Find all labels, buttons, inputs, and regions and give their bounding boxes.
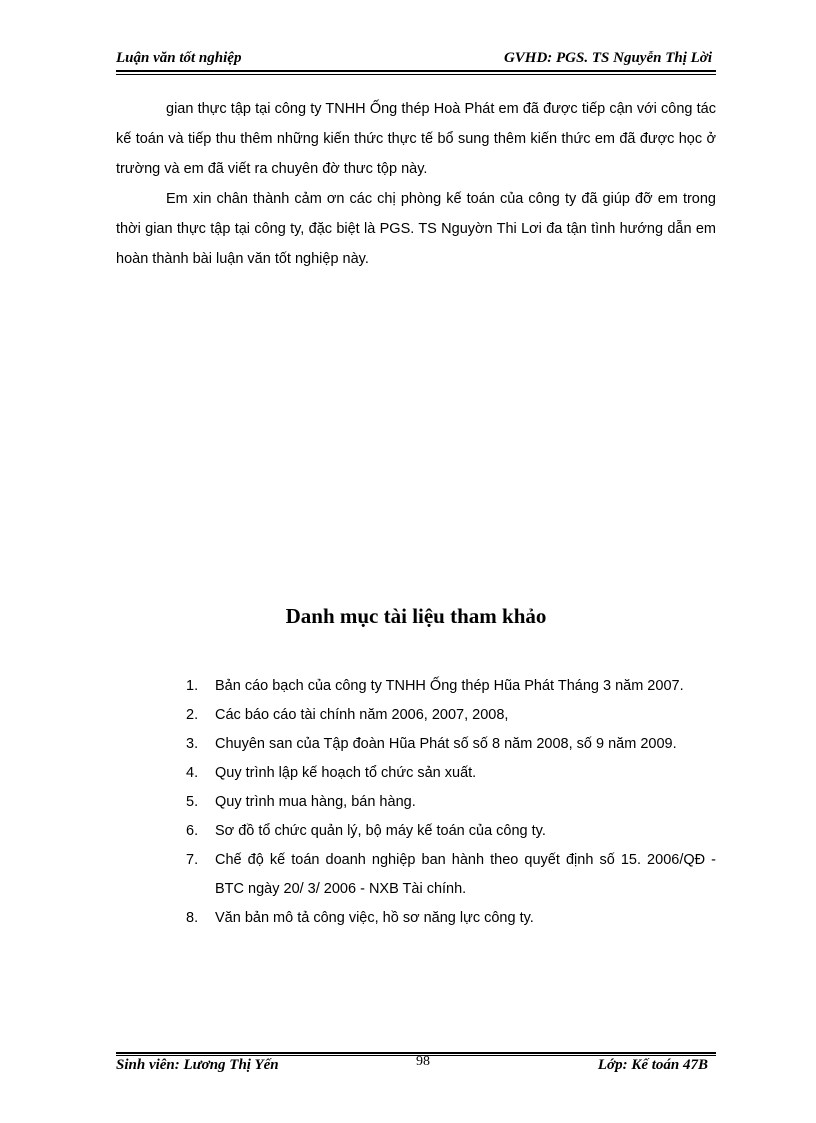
reference-text: Quy trình mua hàng, bán hàng. xyxy=(215,794,416,810)
header-thesis-label: Luận văn tốt nghiệp xyxy=(116,50,242,66)
reference-item xyxy=(186,846,716,904)
page-footer xyxy=(116,1056,716,1078)
body-text xyxy=(116,94,716,274)
footer-class: Lớp: Kế toán 47B xyxy=(597,1057,708,1073)
reference-text: Sơ đồ tổ chức quản lý, bộ máy kế toán của công ty. xyxy=(215,823,546,839)
paragraph-1: gian thực tập tại công ty TNHH Ống thép Hoà Phát em đã được tiếp cận với công tác kế toán và tiếp thu thêm những kiến thức thực tế bổ sung thêm kiến thức em đã được học ở trường và em đã viết ra chuyên đờ thưc tộp này. xyxy=(116,101,716,177)
reference-item xyxy=(186,672,716,701)
page-number: 98 xyxy=(416,1054,430,1069)
reference-text: Các báo cáo tài chính năm 2006, 2007, 2008, xyxy=(215,707,509,723)
reference-item xyxy=(186,730,716,759)
reference-number: 1. xyxy=(186,678,199,694)
reference-item xyxy=(186,817,716,846)
reference-number: 3. xyxy=(186,736,199,752)
page-header xyxy=(116,48,716,72)
reference-number: 7. xyxy=(186,852,199,868)
reference-number: 5. xyxy=(186,794,199,810)
reference-item xyxy=(186,701,716,730)
paragraph-2: Em xin chân thành cảm ơn các chị phòng kế toán của công ty đã giúp đỡ em trong thời gian thực tập tại công ty, đặc biệt là PGS. TS Nguyờn Thi Lơi đa tận tình hướng dẫn em hoàn thành bài luận văn tốt nghiệp này. xyxy=(116,191,716,267)
reference-number: 6. xyxy=(186,823,199,839)
reference-item xyxy=(186,759,716,788)
reference-number: 4. xyxy=(186,765,199,781)
header-divider xyxy=(116,74,716,75)
footer-student: Sinh viên: Lương Thị Yến xyxy=(116,1057,279,1073)
reference-text: Văn bản mô tả công việc, hồ sơ năng lực công ty. xyxy=(215,910,534,926)
reference-text: Chuyên san của Tập đoàn Hũa Phát số số 8 năm 2008, số 9 năm 2009. xyxy=(215,736,677,752)
reference-text: Quy trình lập kế hoạch tổ chức sản xuất. xyxy=(215,765,477,781)
reference-text: Bản cáo bạch của công ty TNHH Ống thép Hũa Phát Tháng 3 năm 2007. xyxy=(215,678,684,694)
reference-number: 8. xyxy=(186,910,199,926)
reference-item xyxy=(186,788,716,817)
reference-text: Chế độ kế toán doanh nghiệp ban hành theo quyết định số 15. 2006/QĐ - BTC ngày 20/ 3/ 2006 - NXB Tài chính. xyxy=(215,852,716,897)
reference-number: 2. xyxy=(186,707,199,723)
references-title: Danh mục tài liệu tham khảo xyxy=(285,604,547,628)
header-advisor: GVHD: PGS. TS Nguyễn Thị Lời xyxy=(503,50,712,66)
references-list xyxy=(186,672,716,933)
reference-item xyxy=(186,904,716,933)
